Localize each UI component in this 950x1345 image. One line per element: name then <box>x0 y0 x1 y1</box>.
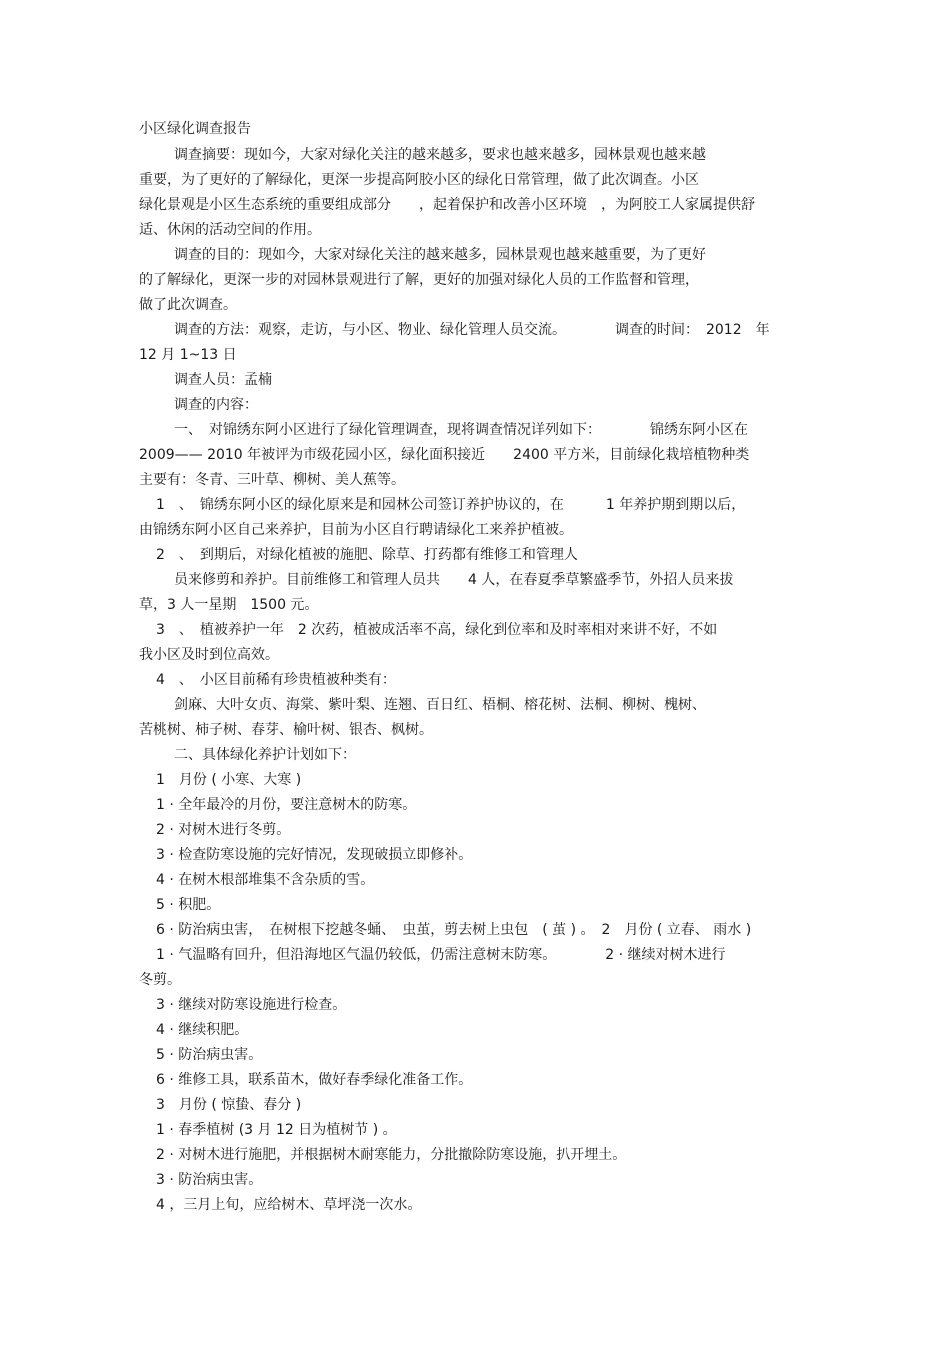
text-line: 调查的内容： <box>174 397 258 413</box>
list-item: 4 ，三月上旬，应给树木、草坪浇一次水。 <box>156 1197 422 1213</box>
text-line: 1 、 锦绣东阿小区的绿化原来是和园林公司签订养护协议的，在 1 年养护期到期以后， <box>156 497 746 513</box>
text-line: 12 月 1~13 日 <box>139 347 237 363</box>
text-line: 做了此次调查。 <box>139 297 237 313</box>
list-item: 3 · 检查防寒设施的完好情况，发现破损立即修补。 <box>156 847 473 863</box>
text-line: 绿化景观是小区生态系统的重要组成部分 ，起着保护和改善小区环境 ，为阿胶工人家属提供舒 <box>139 197 755 213</box>
document-title: 小区绿化调查报告 <box>139 121 251 137</box>
text-line: 重要，为了更好的了解绿化，更深一步提高阿胶小区的绿化日常管理，做了此次调查。小区 <box>139 172 699 188</box>
text-line: 草，3 人一星期 1500 元。 <box>139 597 319 613</box>
month-heading: 1 月份 ( 小寒、大寒 ) <box>156 772 302 788</box>
list-item: 4 · 在树木根部堆集不含杂质的雪。 <box>156 872 375 888</box>
text-line: 4 、 小区目前稀有珍贵植被种类有： <box>156 672 396 688</box>
text-line: 适、休闲的活动空间的作用。 <box>139 222 321 238</box>
text-line: 调查人员：孟楠 <box>174 372 272 388</box>
text-line: 苦桃树、柿子树、春芽、榆叶树、银杏、枫树。 <box>139 722 433 738</box>
text-line: 2 、 到期后，对绿化植被的施肥、除草、打药都有维修工和管理人 <box>156 547 578 563</box>
list-item: 6 · 维修工具，联系苗木，做好春季绿化准备工作。 <box>156 1072 473 1088</box>
list-item: 2 · 对树木进行施肥，并根据树木耐寒能力，分批撤除防寒设施，扒开埋土。 <box>156 1147 627 1163</box>
list-item: 1 · 春季植树 (3 月 12 日为植树节 ) 。 <box>156 1122 397 1138</box>
section-heading: 二、具体绿化养护计划如下： <box>174 747 356 763</box>
list-item: 1 · 全年最冷的月份，要注意树木的防寒。 <box>156 797 417 813</box>
list-item: 3 · 继续对防寒设施进行检查。 <box>156 997 347 1013</box>
text-line: 我小区及时到位高效。 <box>139 647 279 663</box>
list-item: 4 · 继续积肥。 <box>156 1022 249 1038</box>
text-line: 调查的目的：现如今，大家对绿化关注的越来越多，园林景观也越来越重要，为了更好 <box>174 247 706 263</box>
text-line: 调查摘要：现如今，大家对绿化关注的越来越多，要求也越来越多，园林景观也越来越 <box>174 147 706 163</box>
month-heading: 3 月份 ( 惊蛰、春分 ) <box>156 1097 302 1113</box>
text-line: 3 、 植被养护一年 2 次药，植被成活率不高，绿化到位率和及时率相对来讲不好，不如 <box>156 622 718 638</box>
list-item: 3 · 防治病虫害。 <box>156 1172 263 1188</box>
list-item: 2 · 对树木进行冬剪。 <box>156 822 291 838</box>
text-line: 冬剪。 <box>139 972 181 988</box>
text-line: 一、 对锦绣东阿小区进行了绿化管理调查，现将调查情况详列如下： 锦绣东阿小区在 <box>174 422 748 438</box>
text-line: 2009—— 2010 年被评为市级花园小区，绿化面积接近 2400 平方米，目前绿化栽培植物种类 <box>139 447 750 463</box>
list-item: 5 · 积肥。 <box>156 897 221 913</box>
text-line: 调查的方法：观察，走访，与小区、物业、绿化管理人员交流。 调查的时间： 2012 年 <box>174 322 770 338</box>
text-line: 剑麻、大叶女贞、海棠、紫叶梨、连翘、百日红、梧桐、榕花树、法桐、柳树、槐树、 <box>174 697 706 713</box>
list-item: 6 · 防治病虫害， 在树根下挖越冬蛹、 虫茧，剪去树上虫包 ( 茧 ) 。 2 月份 ( 立春、 雨水 ) <box>156 922 752 938</box>
list-item: 5 · 防治病虫害。 <box>156 1047 263 1063</box>
list-item: 1 · 气温略有回升，但沿海地区气温仍较低，仍需注意树末防寒。 2 · 继续对树木进行 <box>156 947 726 963</box>
text-line: 由锦绣东阿小区自己来养护，目前为小区自行聘请绿化工来养护植被。 <box>139 522 573 538</box>
text-line: 主要有：冬青、三叶草、柳树、美人蕉等。 <box>139 472 405 488</box>
text-line: 员来修剪和养护。目前维修工和管理人员共 4 人，在春夏季草繁盛季节，外招人员来拔 <box>174 572 734 588</box>
text-line: 的了解绿化，更深一步的对园林景观进行了解，更好的加强对绿化人员的工作监督和管理， <box>139 272 699 288</box>
